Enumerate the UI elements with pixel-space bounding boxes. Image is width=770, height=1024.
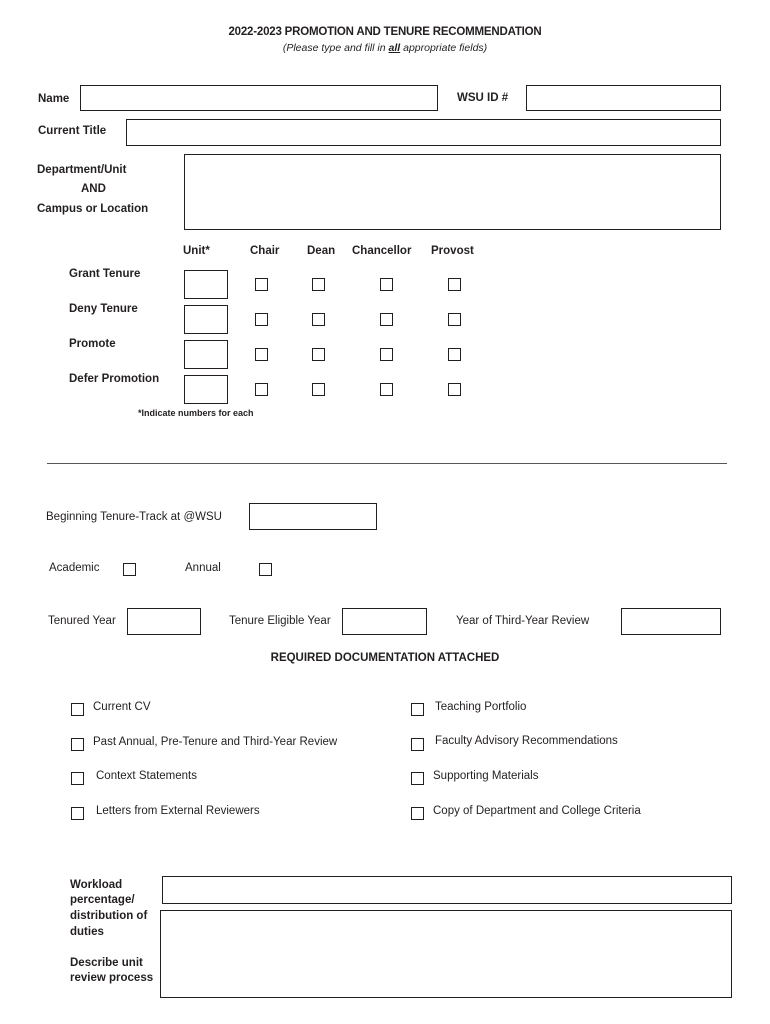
tenured-year-label: Tenured Year [48,615,116,627]
unit-count-promote[interactable] [184,340,228,369]
provost-checkbox-defer-promotion[interactable] [448,383,461,396]
column-provost: Provost [431,245,474,257]
teaching-portfolio-label: Teaching Portfolio [435,701,527,713]
unit-count-deny-tenure[interactable] [184,305,228,334]
form-title: 2022-2023 PROMOTION AND TENURE RECOMMENDATION [228,26,542,38]
chancellor-checkbox-grant-tenure[interactable] [380,278,393,291]
chair-checkbox-defer-promotion[interactable] [255,383,268,396]
annual-label: Annual [185,562,221,574]
past-reviews-label: Past Annual, Pre-Tenure and Third-Year Review [93,736,338,748]
column-dean: Dean [307,245,336,257]
campus-label: Campus or Location [37,203,149,215]
documentation-heading: REQUIRED DOCUMENTATION ATTACHED [270,652,500,664]
section-divider [47,463,727,464]
criteria-copy-label: Copy of Department and College Criteria [433,805,641,817]
unit-footnote: *Indicate numbers for each [138,408,254,418]
current-title-label: Current Title [38,125,107,137]
unit-count-grant-tenure[interactable] [184,270,228,299]
provost-checkbox-promote[interactable] [448,348,461,361]
current-cv-checkbox[interactable] [71,703,84,716]
name-label: Name [38,93,70,105]
annual-checkbox[interactable] [259,563,272,576]
context-statements-checkbox[interactable] [71,772,84,785]
department-label: Department/Unit [37,164,127,176]
chair-checkbox-grant-tenure[interactable] [255,278,268,291]
dean-checkbox-promote[interactable] [312,348,325,361]
provost-checkbox-grant-tenure[interactable] [448,278,461,291]
name-input[interactable] [80,85,438,111]
unit-count-defer-promotion[interactable] [184,375,228,404]
workload-label-line4: duties [70,926,104,938]
third-year-label: Year of Third-Year Review [456,615,590,627]
beginning-tenure-label: Beginning Tenure-Track at @WSU [46,511,222,523]
criteria-copy-checkbox[interactable] [411,807,424,820]
subtitle-text-after: appropriate fields) [400,42,488,54]
context-statements-label: Context Statements [96,770,197,782]
row-label-promote: Promote [69,338,116,350]
academic-checkbox[interactable] [123,563,136,576]
supporting-materials-checkbox[interactable] [411,772,424,785]
chair-checkbox-promote[interactable] [255,348,268,361]
current-cv-label: Current CV [93,701,151,713]
wsu-id-label: WSU ID # [457,92,509,104]
workload-label-line1: Workload [70,879,123,891]
beginning-tenure-input[interactable] [249,503,377,530]
tenure-eligible-input[interactable] [342,608,427,635]
chancellor-checkbox-deny-tenure[interactable] [380,313,393,326]
faculty-advisory-label: Faculty Advisory Recommendations [435,735,618,747]
provost-checkbox-deny-tenure[interactable] [448,313,461,326]
external-letters-label: Letters from External Reviewers [96,805,260,817]
wsu-id-input[interactable] [526,85,721,111]
workload-label-line2: percentage/ [70,894,135,906]
teaching-portfolio-checkbox[interactable] [411,703,424,716]
review-process-label-line2: review process [70,972,154,984]
workload-label-line3: distribution of [70,910,148,922]
academic-label: Academic [49,562,100,574]
chancellor-checkbox-defer-promotion[interactable] [380,383,393,396]
third-year-input[interactable] [621,608,721,635]
chancellor-checkbox-promote[interactable] [380,348,393,361]
column-chancellor: Chancellor [352,245,412,257]
form-subtitle [0,42,770,54]
department-campus-input[interactable] [184,154,721,230]
past-reviews-checkbox[interactable] [71,738,84,751]
row-label-defer-promotion: Defer Promotion [69,373,160,385]
external-letters-checkbox[interactable] [71,807,84,820]
workload-input[interactable] [162,876,732,904]
review-process-label-line1: Describe unit [70,957,143,969]
chair-checkbox-deny-tenure[interactable] [255,313,268,326]
dean-checkbox-defer-promotion[interactable] [312,383,325,396]
dean-checkbox-grant-tenure[interactable] [312,278,325,291]
faculty-advisory-checkbox[interactable] [411,738,424,751]
tenure-eligible-label: Tenure Eligible Year [229,615,331,627]
row-label-grant-tenure: Grant Tenure [69,268,141,280]
review-process-input[interactable] [160,910,732,998]
tenured-year-input[interactable] [127,608,201,635]
column-unit: Unit* [183,245,210,257]
subtitle-text-before: (Please type and fill in [282,42,389,54]
row-label-deny-tenure: Deny Tenure [69,303,138,315]
current-title-input[interactable] [126,119,721,146]
supporting-materials-label: Supporting Materials [433,770,539,782]
subtitle-emphasis: all [388,42,401,54]
column-chair: Chair [250,245,280,257]
department-and-label: AND [81,183,106,195]
dean-checkbox-deny-tenure[interactable] [312,313,325,326]
